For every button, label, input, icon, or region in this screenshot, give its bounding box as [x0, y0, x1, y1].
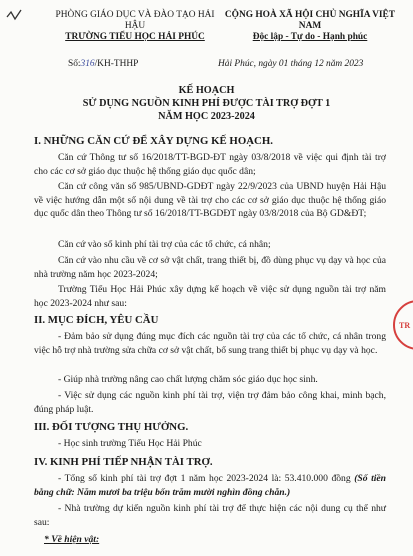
section-1-para-4: Căn cứ vào nhu cầu về cơ sở vật chất, trang thiết bị, đồ dùng phục vụ dạy và học của nhà trường năm học 2023-2024;	[34, 255, 386, 280]
section-4-heading: IV. KINH PHÍ TIẾP NHẬN TÀI TRỢ.	[34, 456, 213, 468]
document-year: NĂM HỌC 2023-2024	[158, 111, 255, 122]
section-1-heading: I. NHỮNG CĂN CỨ ĐỂ XÂY DỰNG KẾ HOẠCH.	[34, 135, 273, 147]
amount-in-words: (Số tiền bằng chữ: Năm mươi ba triệu bốn trăm mười nghìn đồng chẵn.)	[34, 473, 386, 498]
issuer-header	[50, 10, 220, 43]
national-motto: Độc lập - Tự do - Hạnh phúc	[252, 32, 368, 42]
issuer-department: PHÒNG GIÁO DỤC VÀ ĐÀO TẠO HẢI HẬU	[55, 10, 215, 31]
section-4-para-2: - Nhà trường dự kiến nguồn kinh phí tài trợ để thực hiện các nội dung cụ thể như sau:	[34, 503, 386, 528]
handwritten-check-mark	[6, 9, 22, 23]
document-subtitle: SỬ DỤNG NGUỒN KINH PHÍ ĐƯỢC TÀI TRỢ ĐỢT 1	[82, 98, 331, 109]
section-4-para-1: - Tổng số kinh phí tài trợ đợt 1 năm học 2023-2024 là: 53.410.000 đồng (Số tiền bằng chữ: Năm mươi ba triệu bốn trăm mười nghìn đồng chẵn.)	[34, 473, 386, 498]
section-4-sub-heading: * Về hiện vật:	[44, 534, 100, 545]
document-number: Số:316/KH-THHP	[68, 59, 139, 69]
section-1-para-3: Căn cứ vào số kinh phí tài trợ của các tổ chức, cá nhân;	[58, 239, 271, 250]
date-line: Hải Phúc, ngày 01 tháng 12 năm 2023	[218, 59, 364, 69]
document-title: KẾ HOẠCH	[178, 85, 235, 96]
section-2-heading: II. MỤC ĐÍCH, YÊU CẦU	[34, 314, 159, 326]
section-1-para-1: Căn cứ Thông tư số 16/2018/TT-BGD-ĐT ngày 03/8/2018 về việc qui định tài trợ cho các cơ sở giáo dục thuộc hệ thống giáo dục quốc dân;	[34, 152, 386, 177]
section-1-para-5: Trường Tiểu Học Hải Phúc xây dựng kế hoạch về việc sử dụng nguồn tài trợ năm học 2023-2024 như sau:	[34, 284, 386, 309]
national-title: CỘNG HOÀ XÃ HỘI CHỦ NGHĨA VIỆT NAM	[224, 10, 396, 31]
section-2-para-3: - Việc sử dụng các nguồn kinh phí tài trợ, viện trợ đảm bảo công khai, minh bạch, đúng pháp luật.	[34, 390, 386, 415]
section-3-para-1: - Học sinh trường Tiểu Học Hải Phúc	[58, 438, 202, 449]
issuer-school: TRƯỜNG TIỂU HỌC HẢI PHÚC	[65, 32, 205, 42]
national-header	[215, 10, 405, 43]
section-3-heading: III. ĐỐI TƯỢNG THỤ HƯỞNG.	[34, 421, 189, 433]
official-stamp: TR	[393, 300, 413, 350]
section-2-para-2: - Giúp nhà trường nâng cao chất lượng chăm sóc giáo dục học sinh.	[58, 374, 318, 385]
section-2-para-1: - Đảm bảo sử dụng đúng mục đích các nguồn tài trợ của các tổ chức, cá nhân trong việc hỗ trợ nhà trường sửa chữa cơ sở vật chất, bổ sung trang thiết bị phục vụ dạy và học.	[34, 331, 386, 356]
section-1-para-2: Căn cứ công văn số 985/UBND-GDĐT ngày 22/9/2023 của UBND huyện Hải Hậu về việc hướng dẫn một số nội dung về tài trợ cho các cơ sở giáo dục thuộc hệ thống giáo dục quốc dân theo Thông tư số 16/2018/TT-BGDĐT ngày 03/8/2018 của Bộ GD&ĐT;	[34, 181, 386, 220]
handwritten-number: 316	[80, 59, 95, 69]
